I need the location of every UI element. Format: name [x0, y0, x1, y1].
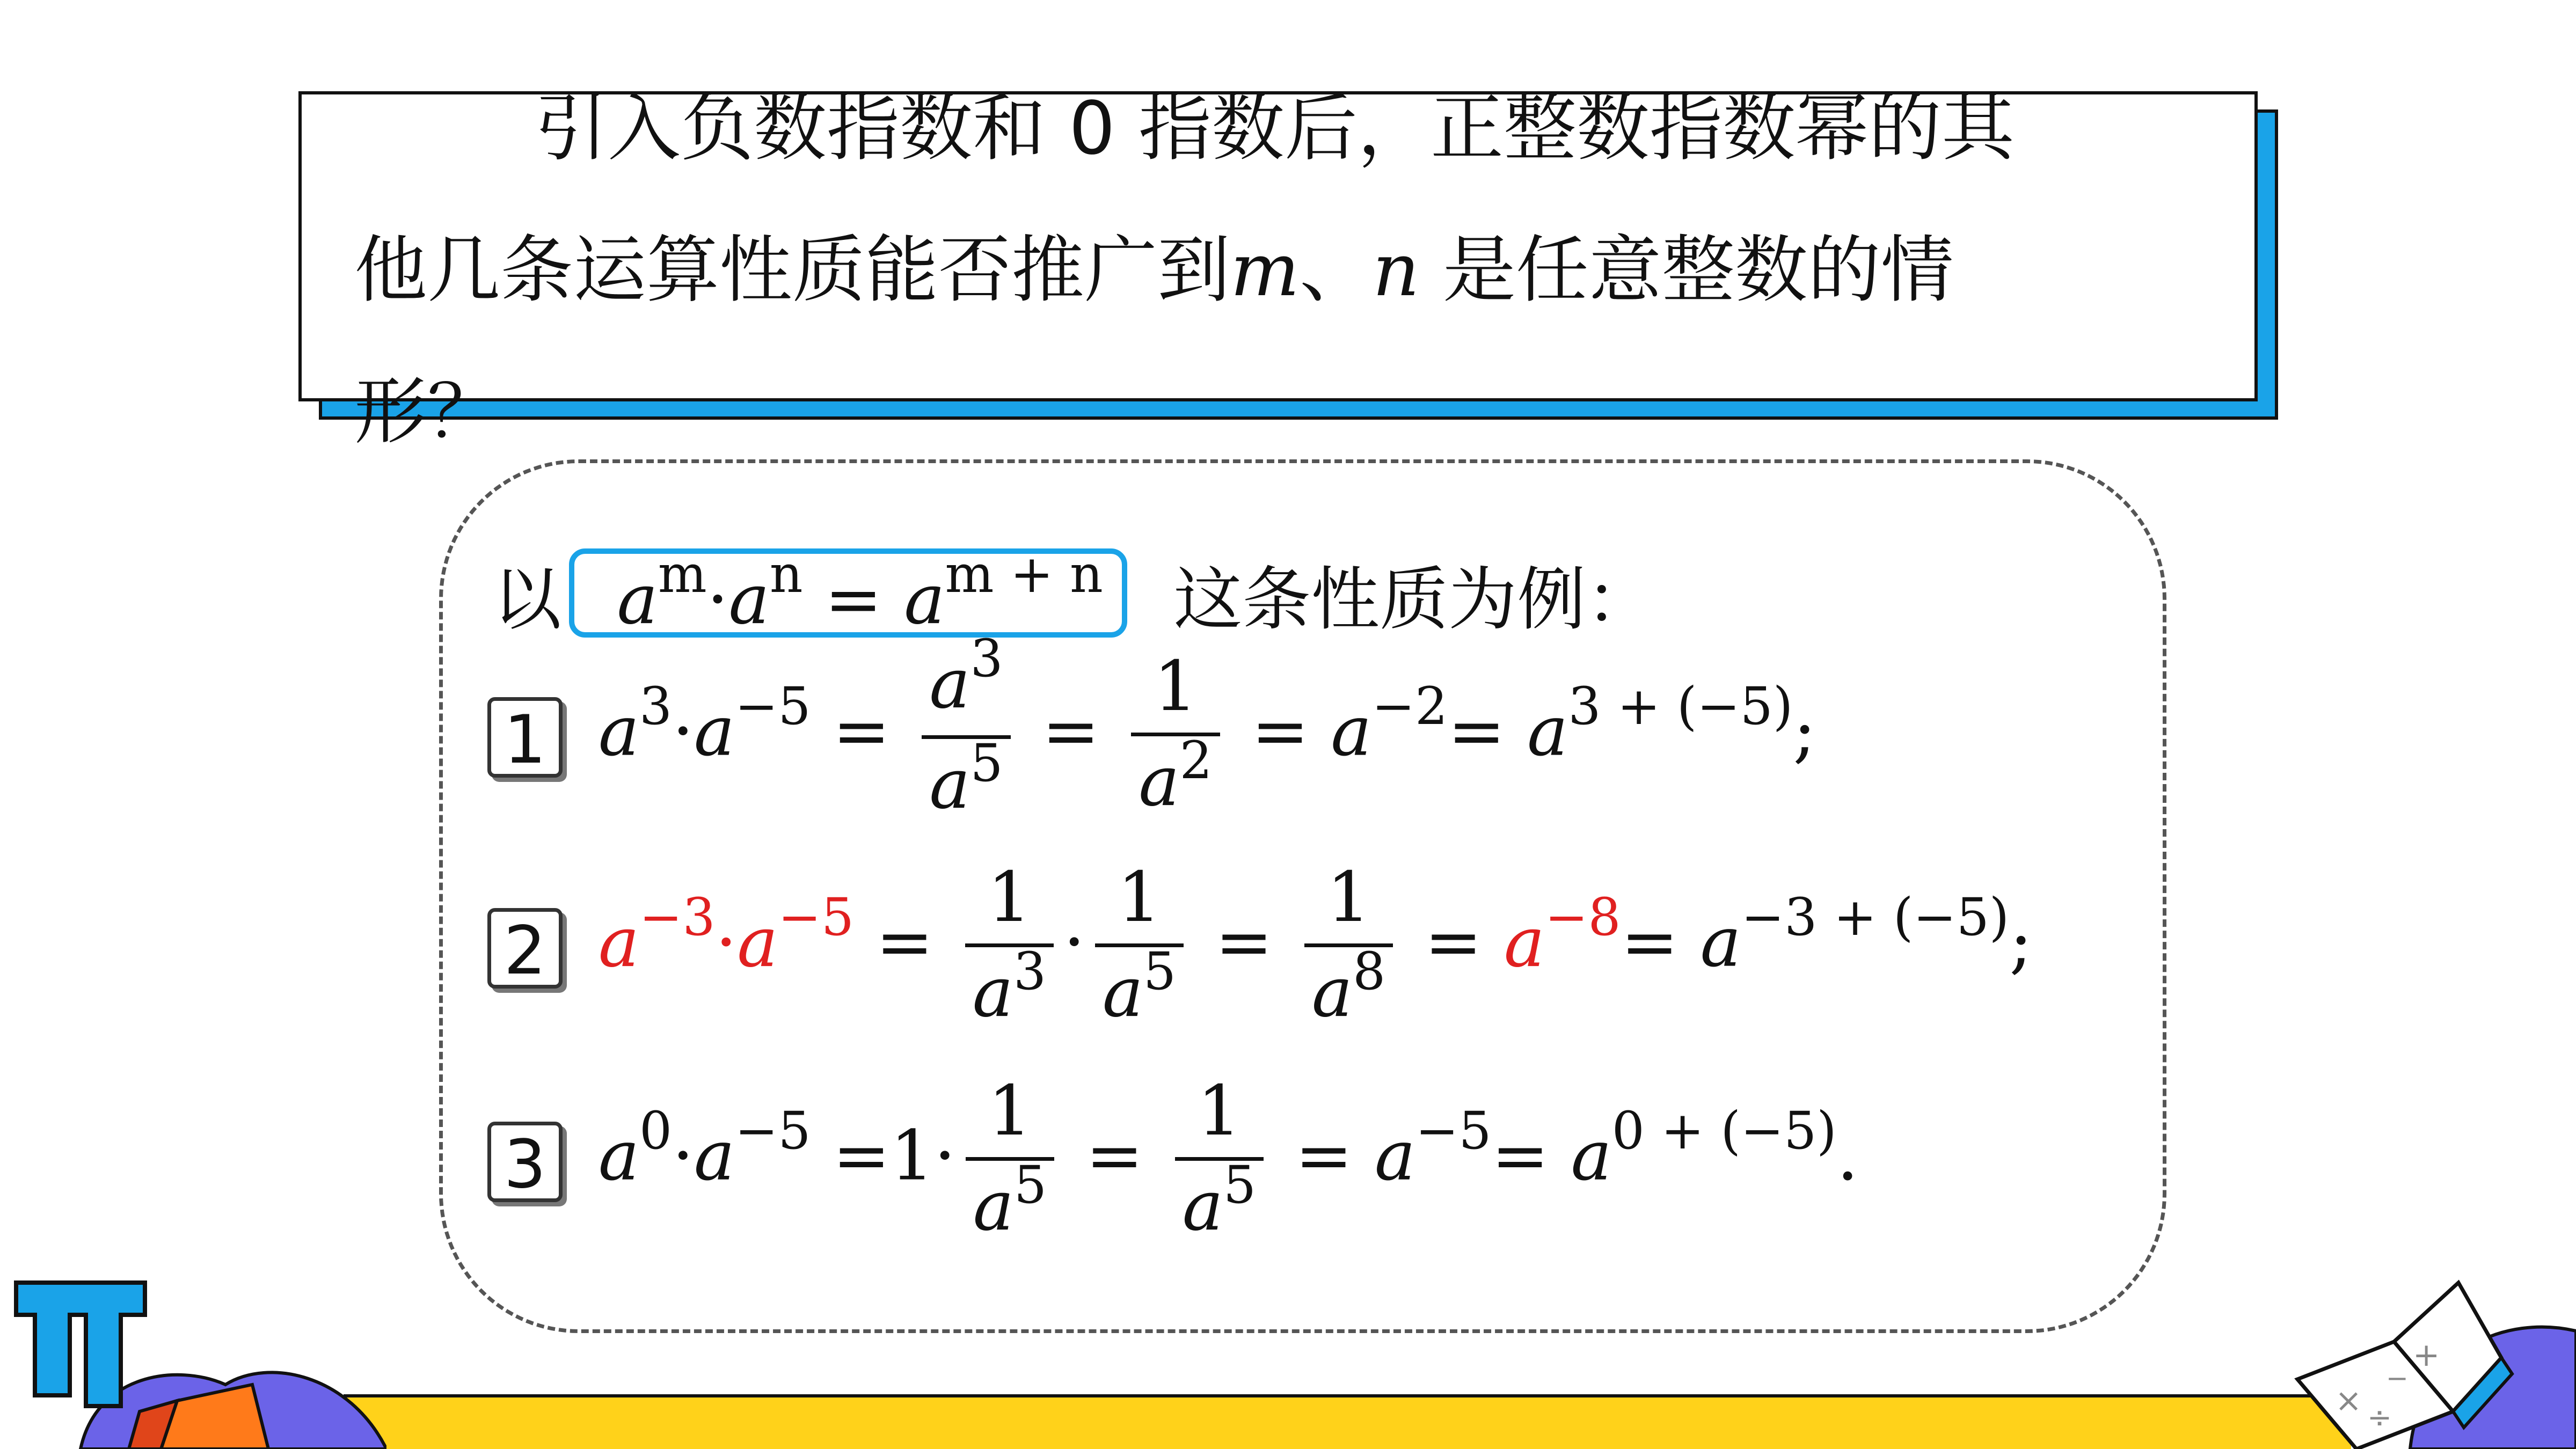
ex2-a1: a: [598, 902, 639, 983]
ex2-fb-den: a: [1102, 953, 1144, 1033]
ex3-fb-num: 1: [1197, 1071, 1242, 1151]
ex1-f1-den: a: [929, 744, 970, 824]
ex3-fb-den-exp: 5: [1223, 1155, 1257, 1215]
ex1-frac-a3-a5: [922, 628, 1010, 836]
ex1-result-exp: −2: [1371, 676, 1448, 736]
ex2-frac-1-a5: [1095, 852, 1184, 1044]
ex2-fb-num: 1: [1117, 858, 1162, 938]
ex2-dot: ·: [715, 902, 738, 983]
ex1-exp1: 3: [639, 676, 673, 736]
ex2-a3: a: [1504, 902, 1545, 983]
ex3-exp2: −5: [735, 1100, 811, 1161]
ex1-end: ;: [1793, 691, 1816, 772]
ex3-dot2: ·: [933, 1116, 956, 1196]
rule-dot: ·: [706, 560, 729, 640]
question-line-2-pre: 他几条运算性质能否推广到: [354, 228, 1230, 313]
var-m: m: [1230, 228, 1300, 313]
ex2-frac-1-a8: [1304, 852, 1393, 1044]
ex3-sum-exp: 0 + (−5): [1611, 1100, 1837, 1161]
ex3-dot: ·: [672, 1116, 694, 1196]
example-1: 1 $a^3\cdot a^{-5}$ = $a^3$ $a^5$ = 1 $a^2$ = $a^{-2}= a^{3 + (-5)}$;: [487, 639, 1816, 836]
rule-line: [493, 544, 1654, 643]
rule-a1: a: [617, 560, 658, 640]
ex1-a3: a: [1331, 691, 1372, 772]
ex2-fa-den: a: [972, 953, 1013, 1033]
footer-bar: [344, 1394, 2351, 1449]
badge-1: 1: [487, 697, 563, 778]
ex3-fa-den-exp: 5: [1013, 1155, 1047, 1215]
ex2-sum-exp: −3 + (−5): [1741, 887, 2010, 947]
badge-2: 2: [487, 908, 563, 989]
ex1-dot: ·: [672, 691, 694, 772]
ex3-frac-1-a5-b: [1175, 1066, 1264, 1257]
ex3-a1: a: [598, 1116, 639, 1196]
ex1-f1-num-exp: 3: [970, 628, 1003, 689]
rule-exp-m: m: [658, 544, 707, 604]
ex3-a4: a: [1571, 1116, 1612, 1196]
ex3-fb-den: a: [1182, 1166, 1223, 1246]
ex3-fa-num: 1: [988, 1071, 1032, 1151]
ex3-one: 1: [890, 1116, 934, 1196]
rule-prefix: 以: [493, 560, 562, 640]
ex2-a2: a: [737, 902, 778, 983]
ex1-f1-num: a: [929, 644, 970, 724]
ex2-fc-den-exp: 8: [1353, 941, 1386, 1001]
question-line-3: 形？: [354, 370, 500, 455]
ex3-frac-1-a5-a: [966, 1066, 1054, 1257]
ex3-a3: a: [1374, 1116, 1415, 1196]
svg-text:×: ×: [2335, 1382, 2362, 1419]
ex1-sum-exp: 3 + (−5): [1568, 676, 1793, 736]
ex1-f2-den-exp: 2: [1179, 730, 1213, 791]
ex1-a4: a: [1527, 691, 1568, 772]
ex1-a2: a: [694, 691, 735, 772]
book-icon: [2276, 1250, 2576, 1449]
ex2-a4: a: [1700, 902, 1741, 983]
svg-text:+: +: [2413, 1336, 2440, 1374]
ex3-result-exp: −5: [1415, 1100, 1492, 1161]
pi-icon: [0, 1250, 386, 1449]
question-text: [354, 58, 2179, 483]
ex2-result-exp: −8: [1545, 887, 1621, 947]
rule-eq: =: [802, 560, 904, 640]
ex3-fa-den: a: [973, 1166, 1014, 1246]
ex2-exp2: −5: [778, 887, 855, 947]
ex2-frac-1-a3: [965, 852, 1054, 1044]
ex1-a1: a: [598, 691, 639, 772]
ex2-fb-den-exp: 5: [1143, 941, 1177, 1001]
ex1-f2-den: a: [1139, 742, 1180, 822]
example-2: 2 $a^{-3}\cdot a^{-5}$ = 1 $a^3$ · 1 $a^5$ = 1 $a^8$ = $a^{-8}= a^{-3 + (-5)}$;: [487, 852, 2032, 1044]
ex1-frac-1-a2: [1131, 641, 1220, 833]
example-3: 3 $a^0\cdot a^{-5} =1\cdot$ 1 $a^5$ = 1 $a^5$ = $a^{-5}= a^{0 + (-5)}$.: [487, 1066, 1858, 1257]
ex3-a2: a: [694, 1116, 735, 1196]
question-line-2-post: 是任意整数的情: [1419, 228, 1954, 313]
separator: 、: [1299, 228, 1373, 313]
ex3-end: .: [1836, 1116, 1859, 1196]
rule-exp-n: n: [769, 544, 803, 604]
rule-exp-mpn: m + n: [945, 544, 1103, 604]
ex2-dot2: ·: [1063, 902, 1085, 983]
ex2-fa-den-exp: 3: [1013, 941, 1047, 1001]
ex2-exp1: −3: [639, 887, 716, 947]
question-line-1: 引入负数指数和 0 指数后，正整数指数幂的其: [535, 86, 2015, 171]
rule-a3: a: [904, 560, 945, 640]
ex2-fc-num: 1: [1326, 858, 1371, 938]
var-n: n: [1372, 228, 1420, 313]
ex2-fc-den: a: [1311, 953, 1353, 1033]
ex1-f2-num: 1: [1154, 647, 1198, 727]
ex2-end: ;: [2009, 902, 2033, 983]
badge-3: 3: [487, 1122, 563, 1202]
ex1-f1-den-exp: 5: [970, 733, 1003, 793]
rule-a2: a: [728, 560, 770, 640]
rule-suffix: 这条性质为例：: [1173, 560, 1655, 640]
svg-text:÷: ÷: [2367, 1400, 2392, 1435]
svg-text:−: −: [2386, 1363, 2409, 1394]
ex3-exp1: 0: [639, 1100, 673, 1161]
ex1-exp2: −5: [735, 676, 811, 736]
ex2-fa-num: 1: [987, 858, 1032, 938]
